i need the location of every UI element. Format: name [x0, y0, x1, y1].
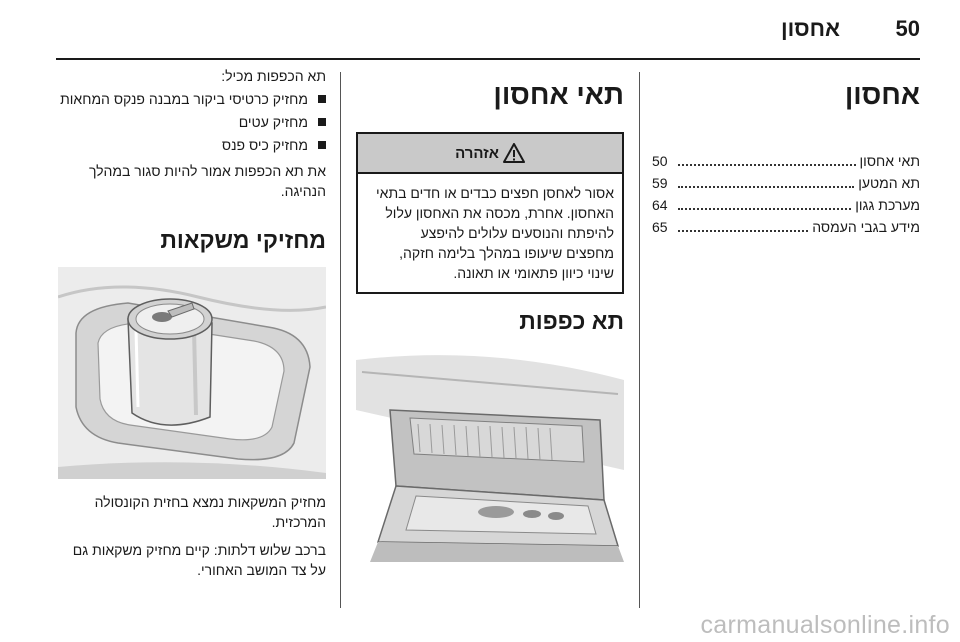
toc-entry[interactable]	[652, 172, 920, 194]
warning-box	[356, 132, 624, 294]
cupholder-rear-text: ברכב שלוש דלתות: קיים מחזיק משקאות גם על צד המושב האחורי.	[72, 542, 326, 578]
toc-entry[interactable]	[652, 216, 920, 238]
toc-entry-label: מערכת גגון	[855, 197, 920, 213]
toc-entry-label: תא המטען	[858, 175, 920, 191]
page-number: 50	[895, 16, 920, 41]
toc-column	[652, 78, 920, 238]
header-rule	[56, 58, 920, 60]
toc-leader	[678, 186, 854, 188]
warning-text: אסור לאחסן חפצים כבדים או חדים בתאי האחסון. אחרת, מכסה את האחסון עלול להיפתח והנוסעים עלולים להיפצע מחפצים שיעופו במהלך בלימה חזקה, שינוי כיוון פתאומי או תאונה.	[376, 185, 614, 281]
toc-list	[652, 150, 920, 238]
running-title: אחסון	[780, 16, 840, 41]
toc-entry[interactable]	[652, 150, 920, 172]
toc-entry-page: 50	[652, 153, 668, 169]
toc-leader	[678, 230, 808, 232]
toc-entry-page: 65	[652, 219, 668, 235]
bullet-square-icon	[318, 118, 326, 126]
toc-entry-page: 59	[652, 175, 668, 191]
toc-heading: אחסון	[844, 79, 920, 110]
list-item-text: מחזיק עטים	[238, 114, 308, 130]
cupholders-heading: מחזיקי משקאות	[160, 227, 326, 253]
toc-leader	[678, 164, 856, 166]
list-item-text: מחזיק כרטיסי ביקור במבנה פנקס המחאות	[60, 91, 308, 107]
glovebox-illustration	[356, 350, 624, 562]
glovebox-heading: תא כפפות	[519, 308, 624, 334]
list-item	[56, 112, 326, 132]
page-header	[56, 14, 920, 48]
watermark: carmanualsonline.info	[700, 611, 950, 639]
column-divider	[639, 72, 640, 608]
toc-entry-page: 64	[652, 197, 668, 213]
column-divider	[340, 72, 341, 608]
warning-title: אזהרה	[455, 144, 499, 162]
list-item	[56, 135, 326, 155]
glovebox-contents-list	[56, 89, 326, 155]
list-item-text: מחזיק כיס פנס	[221, 137, 308, 153]
glovebox-closing-note: את תא הכפפות אמור להיות סגור במהלך הנהיגה.	[88, 163, 326, 199]
cupholder-location-text: מחזיק המשקאות נמצא בחזית הקונסולה המרכזית.	[94, 494, 326, 530]
bullet-square-icon	[318, 141, 326, 149]
glovebox-intro: תא הכפפות מכיל:	[221, 68, 326, 84]
toc-entry-label: תאי אחסון	[859, 153, 920, 169]
toc-entry[interactable]	[652, 194, 920, 216]
toc-leader	[678, 208, 851, 210]
warning-header	[358, 134, 622, 174]
cupholder-column	[56, 66, 326, 580]
toc-entry-label: מידע בגבי העמסה	[812, 219, 920, 235]
storage-column	[356, 78, 624, 567]
storage-heading: תאי אחסון	[493, 79, 624, 110]
warning-triangle-icon	[503, 143, 525, 163]
list-item	[56, 89, 326, 109]
bullet-square-icon	[318, 95, 326, 103]
cupholder-illustration	[58, 267, 326, 479]
